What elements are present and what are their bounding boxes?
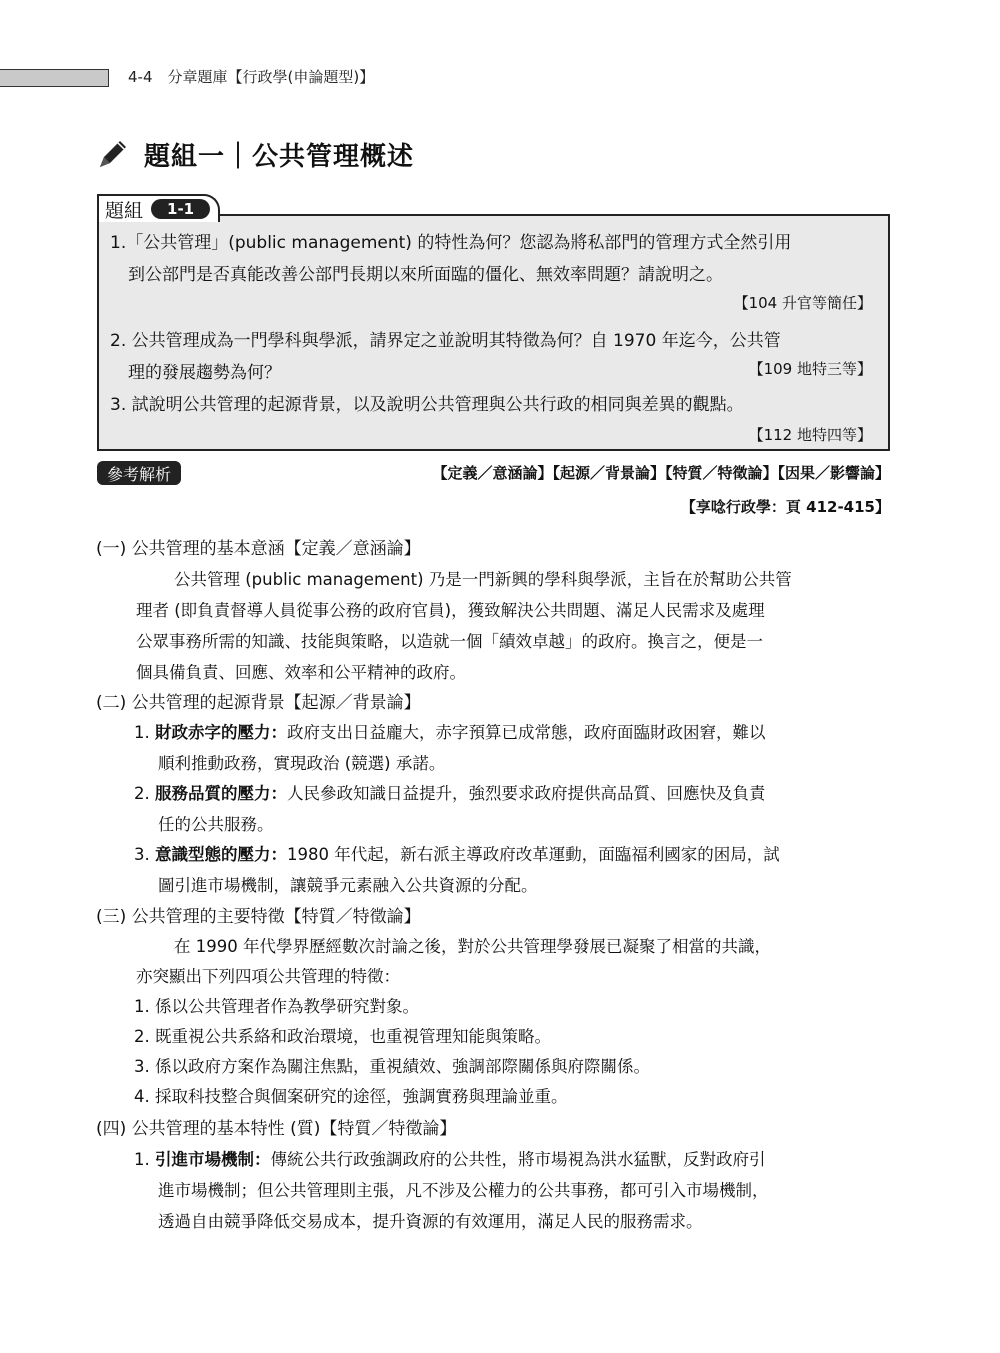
question-line: 3. 試說明公共管理的起源背景，以及說明公共管理與公共行政的相同與差異的觀點。 <box>110 395 744 415</box>
paragraph-line: 在 1990 年代學界歷經數次討論之後，對於公共管理學發展已凝聚了相當的共識， <box>174 937 771 956</box>
question-group-number: 1-1 <box>151 199 210 219</box>
list-item-label: 服務品質的壓力： <box>155 784 287 803</box>
paragraph-line: 理者 (即負責督導人員從事公務的政府官員)，獲致解決公共問題、滿足人民需求及處理 <box>136 601 765 620</box>
list-item <box>134 1146 766 1170</box>
list-item <box>134 841 780 865</box>
subheading: (四) 公共管理的基本特性 (質)【特質／特徵論】 <box>96 1119 457 1139</box>
list-item-continuation: 任的公共服務。 <box>158 815 274 834</box>
section-title <box>96 134 414 174</box>
reference-tags: 【定義／意涵論】【起源／背景論】【特質／特徵論】【因果／影響論】 <box>432 464 890 482</box>
list-item-label: 意識型態的壓力： <box>155 845 287 864</box>
subheading: (三) 公共管理的主要特徵【特質／特徵論】 <box>96 907 421 927</box>
question-line: 到公部門是否真能改善公部門長期以來所面臨的僵化、無效率問題？請說明之。 <box>128 265 723 285</box>
list-item-number: 2. <box>134 784 150 803</box>
question-source: 【104 升官等簡任】 <box>733 294 872 312</box>
subheading: (一) 公共管理的基本意涵【定義／意涵論】 <box>96 539 421 559</box>
list-item <box>134 719 766 743</box>
list-item-number: 1. <box>134 723 150 742</box>
paragraph-line: 個具備負責、回應、效率和公平精神的政府。 <box>136 663 466 682</box>
paragraph-line: 公眾事務所需的知識、技能與策略，以造就一個「績效卓越」的政府。換言之，便是一 <box>136 632 763 651</box>
question-line: 2. 公共管理成為一門學科與學派，請界定之並說明其特徵為何？自 1970 年迄今，公共管 <box>110 331 781 351</box>
paragraph-line: 公共管理 (public management) 乃是一門新興的學科與學派，主旨在於幫助公共管 <box>174 570 792 589</box>
list-item-label: 引進市場機制： <box>155 1150 271 1169</box>
list-item-number: 1. <box>134 1150 150 1169</box>
list-item: 3. 係以政府方案作為關注焦點，重視績效、強調部際關係與府際關係。 <box>134 1057 650 1076</box>
list-item-text: 人民參政知識日益提升，強烈要求政府提供高品質、回應快及負責 <box>287 784 766 803</box>
question-group-tab <box>97 194 220 222</box>
page-reference: 【享唸行政學：頁 412-415】 <box>680 498 890 516</box>
list-item: 4. 採取科技整合與個案研究的途徑，強調實務與理論並重。 <box>134 1087 568 1106</box>
reference-badge: 參考解析 <box>97 461 181 485</box>
list-item-continuation: 進市場機制；但公共管理則主張，凡不涉及公權力的公共事務，都可引入市場機制， <box>158 1181 769 1200</box>
question-line: 1.「公共管理」(public management) 的特性為何？您認為將私部門的管理方式全然引用 <box>110 233 792 253</box>
list-item-number: 3. <box>134 845 150 864</box>
list-item: 2. 既重視公共系絡和政治環境，也重視管理知能與策略。 <box>134 1027 551 1046</box>
list-item-continuation: 透過自由競爭降低交易成本，提升資源的有效運用，滿足人民的服務需求。 <box>158 1212 703 1231</box>
page-header-label: 4-4 分章題庫【行政學(申論題型)】 <box>128 68 375 86</box>
header-tab-bar <box>0 69 109 87</box>
list-item-text: 傳統公共行政強調政府的公共性，將市場視為洪水猛獸，反對政府引 <box>270 1150 766 1169</box>
question-source: 【109 地特三等】 <box>748 360 872 378</box>
pencil-icon <box>96 137 130 171</box>
question-group-label: 題組 <box>105 199 144 222</box>
question-line: 理的發展趨勢為何？ <box>128 363 281 383</box>
list-item-continuation: 順利推動政務，實現政治 (競選) 承諾。 <box>158 754 446 773</box>
section-title-text: 題組一｜公共管理概述 <box>144 141 415 172</box>
list-item-label: 財政赤字的壓力： <box>155 723 287 742</box>
paragraph-line: 亦突顯出下列四項公共管理的特徵： <box>136 967 400 986</box>
list-item-continuation: 圖引進市場機制，讓競爭元素融入公共資源的分配。 <box>158 876 538 895</box>
list-item <box>134 780 766 804</box>
list-item: 1. 係以公共管理者作為教學研究對象。 <box>134 997 419 1016</box>
list-item-text: 政府支出日益龐大，赤字預算已成常態，政府面臨財政困窘，難以 <box>287 723 766 742</box>
question-source: 【112 地特四等】 <box>748 426 872 444</box>
subheading: (二) 公共管理的起源背景【起源／背景論】 <box>96 693 421 713</box>
list-item-text: 1980 年代起，新右派主導政府改革運動，面臨福利國家的困局，試 <box>287 845 780 864</box>
